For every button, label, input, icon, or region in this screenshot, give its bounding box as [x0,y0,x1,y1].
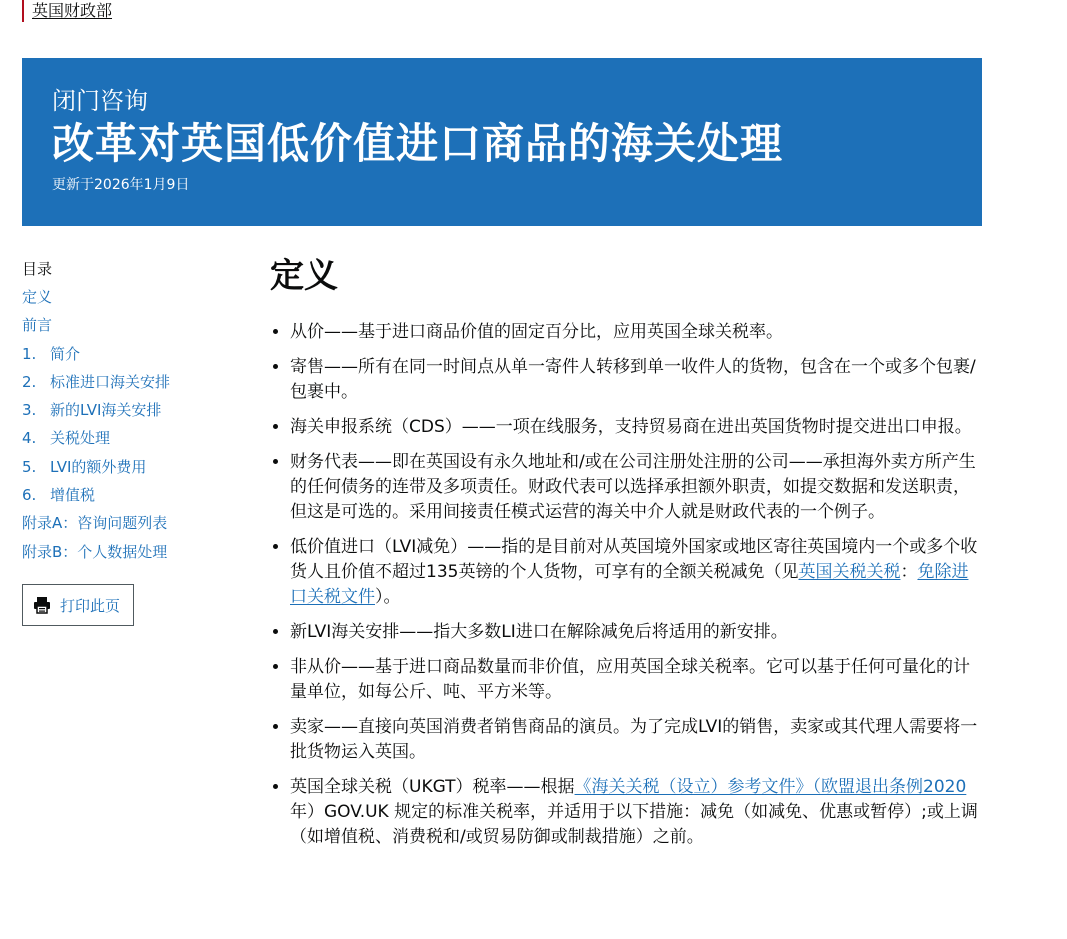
toc-number: 1. [22,344,37,363]
toc-number: 4. [22,429,37,448]
toc-link-label: 附录B：个人数据处理 [22,542,168,561]
toc-link-duty-treatment[interactable] [22,429,110,447]
toc-item [22,311,242,339]
definition-cds [290,415,982,440]
page-caption: 闭门咨询 [52,87,148,115]
org-bar [22,0,112,22]
definition-text: 新LVI海关安排——指大多数LI进口在解除减免后将适用的新安排。 [290,622,788,642]
uk-tariff-link[interactable]: 英国关税关税 [798,562,901,582]
toc-link-label: 简介 [50,344,81,363]
toc-link-intro[interactable] [22,345,80,363]
toc-link-label: 前言 [22,316,53,335]
definition-text: 低价值进口（LVI减免）——指的是目前对从英国境外国家或地区寄往英国境内一个或多个收货人且价值不超过135英镑的个人货物，可享有的全额关税减免（见 [290,537,978,582]
toc-link-label: 关税处理 [50,429,111,448]
table-of-contents [22,255,242,566]
toc-link-definitions[interactable] [22,288,52,306]
definition-ukgt [290,775,982,850]
page-title: 改革对英国低价值进口商品的海关处理 [52,119,784,168]
definition-text: ）。 [375,587,401,607]
definitions-list [270,320,982,850]
toc-link-annex-a[interactable] [22,514,167,532]
toc-link-label: 标准进口海关安排 [50,372,171,391]
definition-text: 年）GOV.UK 规定的标准关税率，并适用于以下措施：减免（如减免、优惠或暂停）;或上调（如增值税、消费税和/或贸易防御或制裁措施）之前。 [290,802,978,847]
toc-item [22,283,242,311]
section-heading: 定义 [270,256,338,296]
toc-link-vat[interactable] [22,486,95,504]
definition-text: 寄售——所有在同一时间点从单一寄件人转移到单一收件人的货物，包含在一个或多个包裹/包裹中。 [290,357,976,402]
toc-number: 5. [22,457,37,476]
customs-tariff-regulations-link[interactable]: 《海关关税（设立）参考文件》（欧盟退出条例2020 [574,777,967,797]
print-button-label: 打印此页 [60,597,121,615]
toc-item [22,481,242,509]
definition-text: 财务代表——即在英国设有永久地址和/或在公司注册处注册的公司——承担海外卖方所产生的任何债务的连带及多项责任。财政代表可以选择承担额外职责，如提交数据和发送职责，但这是可选的。采用间接责任模式运营的海关中介人就是财政代表的一个例子。 [290,452,976,522]
toc-item [22,340,242,368]
definition-text: 英国全球关税（UKGT）税率——根据 [290,777,575,797]
toc-item [22,509,242,537]
definition-text: 卖家——直接向英国消费者销售商品的演员。为了完成LVI的销售，卖家或其代理人需要将一批货物运入英国。 [290,717,978,762]
main-content [270,252,982,860]
toc-item [22,368,242,396]
definition-fiscal-representative [290,450,982,525]
toc-link-label: 增值税 [50,486,96,505]
toc-item [22,424,242,452]
toc-heading: 目录 [22,260,53,278]
toc-link-label: LVI的额外费用 [50,457,147,476]
definition-consignment [290,355,982,405]
definition-text: ： [900,562,918,582]
import-duty-relief-link[interactable]: 免除进口关税文件 [290,562,969,607]
toc-link-standard-import[interactable] [22,373,170,391]
toc-link-label: 定义 [22,288,53,306]
toc-link-annex-b[interactable] [22,543,167,561]
definition-ad-valorem [290,320,982,345]
printer-icon [33,596,51,614]
toc-link-label: 附录A：咨询问题列表 [22,514,168,533]
toc-item [22,538,242,566]
toc-number: 3. [22,401,37,420]
definition-lvi-relief [290,535,982,610]
definition-text: 海关申报系统（CDS）——一项在线服务，支持贸易商在进出英国货物时提交进出口申报。 [290,417,972,437]
toc-item [22,453,242,481]
definition-seller [290,715,982,765]
org-link[interactable]: 英国财政部 [32,1,113,20]
definition-text: 非从价——基于进口商品数量而非价值，应用英国全球关税率。它可以基于任何可量化的计量单位，如每公斤、吨、平方米等。 [290,657,970,702]
toc-number: 6. [22,486,37,505]
toc-link-foreword[interactable] [22,316,52,334]
print-page-button[interactable] [22,584,134,626]
toc-link-lvi-fees[interactable] [22,458,146,476]
toc-list [22,283,242,566]
updated-date: 更新于2026年1月9日 [52,177,190,193]
toc-link-new-lvi[interactable] [22,401,161,419]
toc-number: 2. [22,372,37,391]
page-header-banner [22,58,982,226]
definition-new-lvi [290,620,982,645]
toc-link-label: 新的LVI海关安排 [50,401,162,420]
toc-item [22,396,242,424]
definition-text: 从价——基于进口商品价值的固定百分比，应用英国全球关税率。 [290,322,783,342]
definition-non-ad-valorem [290,655,982,705]
